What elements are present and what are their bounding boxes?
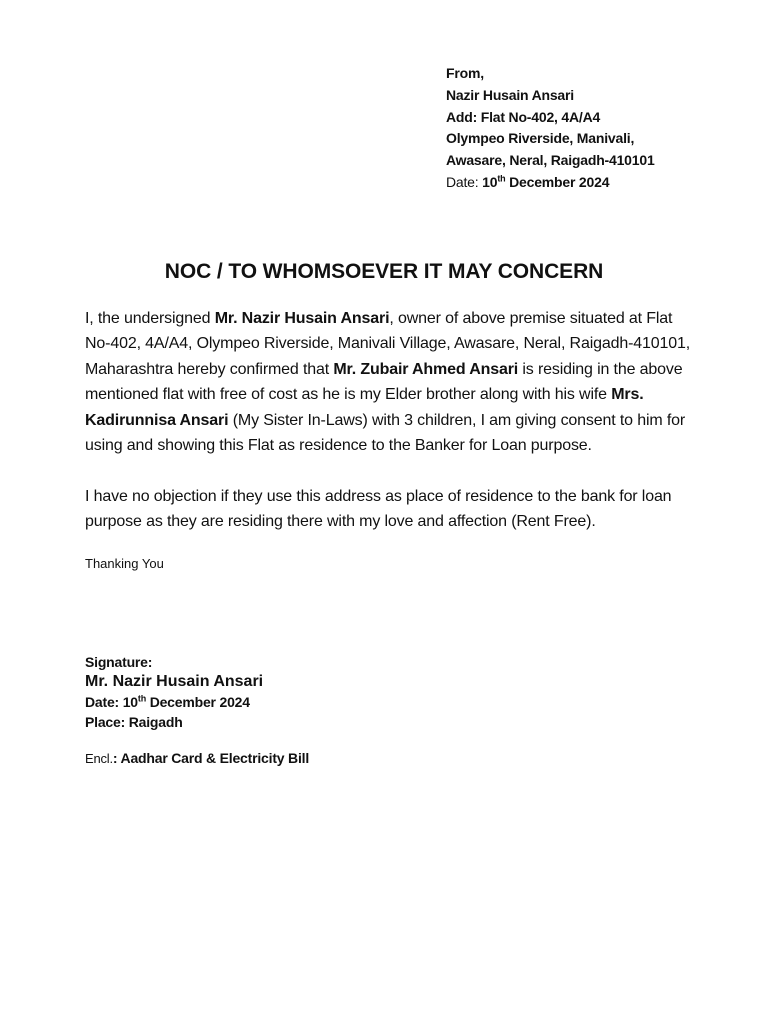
signature-date — [85, 692, 263, 712]
paragraph-line — [85, 357, 705, 382]
signature-block — [85, 652, 263, 732]
text-run: I, the undersigned — [85, 310, 215, 327]
paragraph-line: I have no objection if they use this address as place of residence to the bank for loan — [85, 488, 672, 505]
sender-date-rest: December 2024 — [505, 173, 610, 190]
signature-date-suffix: th — [137, 693, 146, 704]
enclosure-line — [85, 750, 309, 766]
text-run: (My Sister In-Laws) with 3 children, I am giving consent to him for — [228, 411, 686, 429]
text-run: mentioned flat with free of cost as he is my Elder brother along with his wife — [85, 386, 612, 404]
sender-date — [446, 172, 655, 194]
enclosure-value: : Aadhar Card & Electricity Bill — [112, 750, 310, 766]
body-paragraph-1 — [85, 306, 705, 458]
sender-address-line-1: Add: Flat No-402, 4A/A4 — [446, 108, 601, 125]
text-run: is residing in the above — [518, 360, 683, 378]
sender-address-line-2: Olympeo Riverside, Manivali, — [446, 130, 635, 147]
wife-name: Kadirunnisa Ansari — [85, 411, 229, 429]
sender-date-label: Date: — [446, 173, 483, 190]
sender-date-day: 10 — [482, 173, 498, 190]
signature-date-label: Date: — [85, 694, 123, 710]
signature-date-day: 10 — [122, 694, 138, 710]
from-label: From, — [446, 65, 484, 81]
sender-name: Nazir Husain Ansari — [446, 86, 574, 103]
signatory-name: Mr. Nazir Husain Ansari — [85, 673, 264, 690]
sender-address-block — [446, 63, 655, 194]
owner-name: Mr. Nazir Husain Ansari — [214, 310, 390, 327]
enclosure-label: Encl. — [85, 751, 113, 766]
text-run: Maharashtra hereby confirmed that — [85, 360, 334, 378]
paragraph-line — [85, 306, 705, 331]
sender-address-line-3: Awasare, Neral, Raigadh-410101 — [446, 152, 655, 169]
closing-text: Thanking You — [85, 556, 164, 571]
wife-title: Mrs. — [611, 386, 644, 404]
signature-date-rest: December 2024 — [146, 694, 250, 710]
signature-label: Signature: — [85, 654, 153, 670]
text-run: , owner of above premise situated at Flat — [389, 310, 673, 327]
body-paragraph-2 — [85, 484, 705, 535]
paragraph-line: using and showing this Flat as residence to the Banker for Loan purpose. — [85, 437, 592, 455]
letter-title: NOC / TO WHOMSOEVER IT MAY CONCERN — [164, 260, 604, 283]
paragraph-line: No-402, 4A/A4, Olympeo Riverside, Manivali Village, Awasare, Neral, Raigadh-410101, — [85, 335, 691, 353]
signature-place: Place: Raigadh — [85, 714, 183, 730]
resident-name: Mr. Zubair Ahmed Ansari — [333, 360, 519, 378]
sender-date-suffix: th — [497, 173, 506, 184]
paragraph-line — [85, 382, 705, 407]
paragraph-line: purpose as they are residing there with my love and affection (Rent Free). — [85, 513, 596, 531]
paragraph-line — [85, 408, 705, 433]
